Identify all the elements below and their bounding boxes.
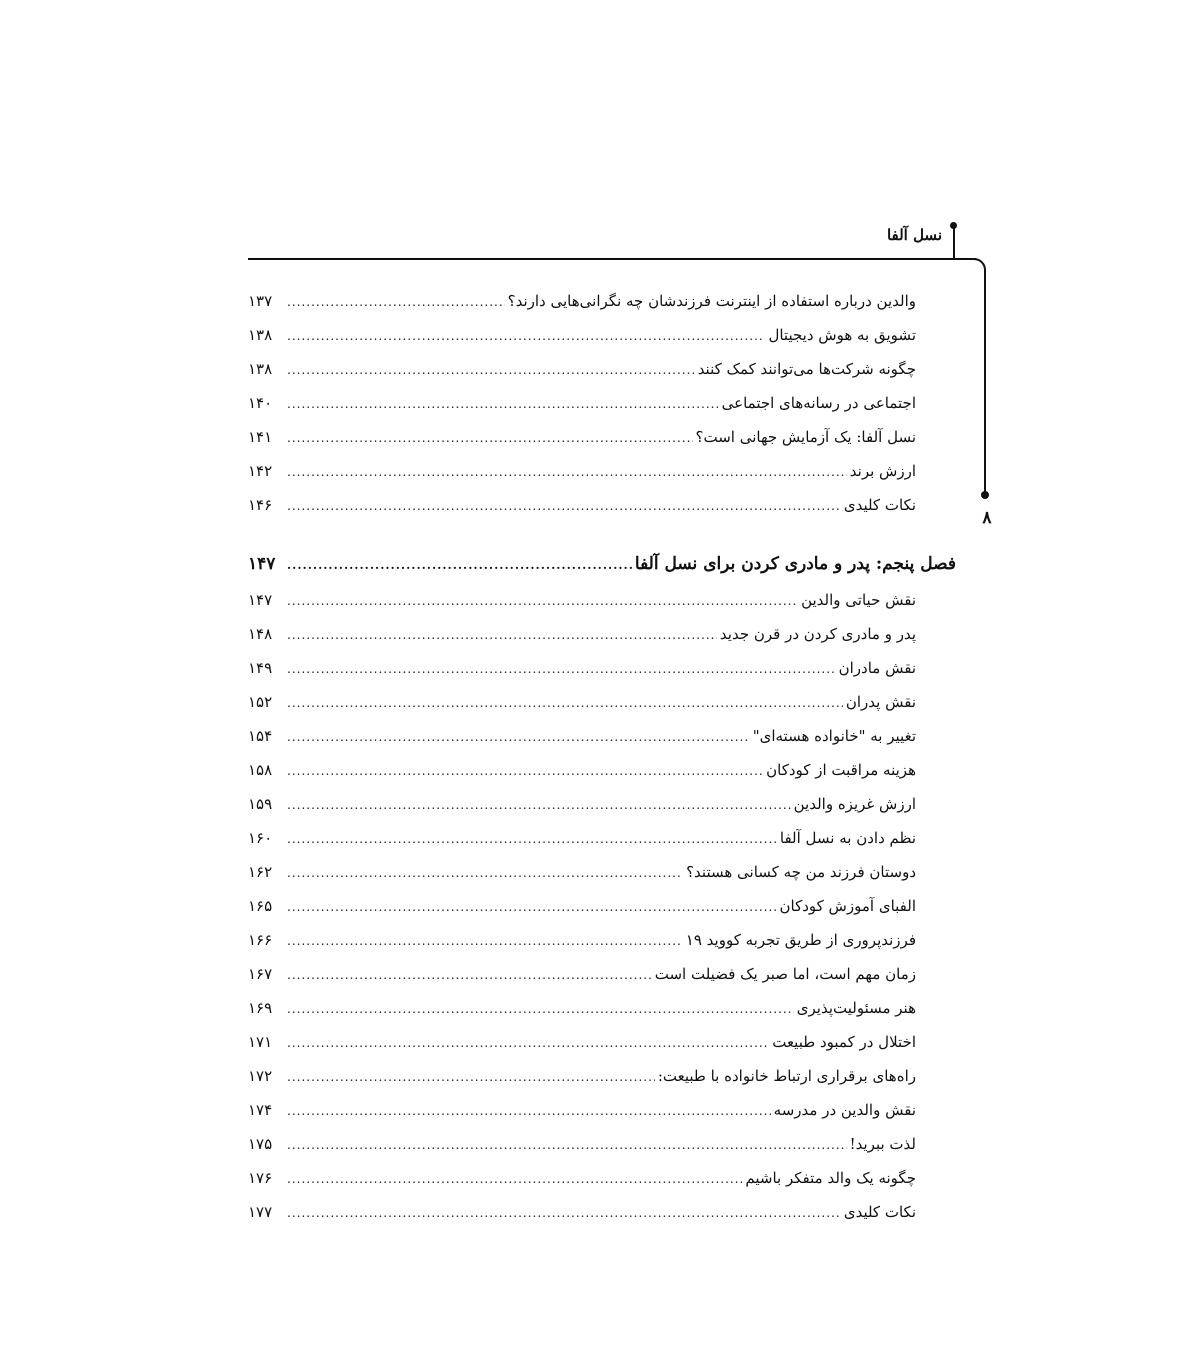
toc-entry-page: ۱۶۶: [248, 931, 273, 949]
toc-entry: [248, 825, 916, 851]
margin-dot-ornament: [981, 491, 989, 499]
toc-entry-title: ارزش برند: [849, 462, 916, 480]
toc-entry: [248, 961, 916, 987]
toc-entry-title: نکات کلیدی: [843, 1203, 916, 1221]
toc-entry-page: ۱۶۰: [248, 829, 273, 847]
toc-entry-page: ۱۶۹: [248, 999, 273, 1017]
toc-entry: [248, 1097, 916, 1123]
toc-entry: [248, 893, 916, 919]
dot-leader: [287, 588, 798, 614]
toc-entry-title: الفبای آموزش کودکان: [779, 897, 916, 915]
toc-entry-page: ۱۶۷: [248, 965, 273, 983]
toc-entry-title: اختلال در کمبود طبیعت: [772, 1033, 916, 1051]
toc-entry-title: پدر و مادری کردن در قرن جدید: [719, 625, 916, 643]
toc-entry: [248, 458, 916, 484]
toc-entry: [248, 689, 916, 715]
toc-entry-title: ارزش غریزه والدین: [793, 795, 916, 813]
toc-entry-title: نظم دادن به نسل آلفا: [779, 829, 916, 847]
dot-leader: [287, 758, 763, 784]
toc-entry-title: اجتماعی در رسانه‌های اجتماعی: [721, 394, 916, 412]
toc-entry: [248, 859, 916, 885]
toc-entry-page: ۱۷۴: [248, 1101, 273, 1119]
dot-leader: [287, 493, 841, 519]
toc-entry: [248, 1029, 916, 1055]
toc-entry-page: ۱۴۶: [248, 496, 273, 514]
dot-leader: [287, 996, 794, 1022]
toc-entry: [248, 927, 916, 953]
dot-leader: [287, 656, 836, 682]
book-title: نسل آلفا: [886, 226, 942, 244]
toc-entry: [248, 1063, 916, 1089]
toc-entry: [248, 390, 916, 416]
toc-entry-page: ۱۷۶: [248, 1169, 273, 1187]
toc-entry-title: دوستان فرزند من چه کسانی هستند؟: [686, 863, 916, 881]
dot-leader: [287, 928, 683, 954]
toc-entry: [248, 791, 916, 817]
toc-entry-page: ۱۳۷: [248, 292, 273, 310]
toc-entry-title: راه‌های برقراری ارتباط خانواده با طبیعت:: [657, 1067, 916, 1085]
margin-vertical-rule: [984, 276, 986, 494]
toc-entry-page: ۱۵۸: [248, 761, 273, 779]
toc-entry-page: ۱۷۱: [248, 1033, 273, 1051]
header-rule-corner: [966, 258, 986, 278]
toc-entry-page: ۱۷۲: [248, 1067, 273, 1085]
toc-entry: [248, 995, 916, 1021]
dot-leader: [287, 690, 843, 716]
dot-leader: [287, 1098, 771, 1124]
toc-entry-page: ۱۴۰: [248, 394, 273, 412]
toc-entry-page: ۱۷۷: [248, 1203, 273, 1221]
toc-entry-title: نقش مادران: [838, 659, 916, 677]
dot-leader: [287, 860, 683, 886]
header-vertical-rule: [953, 226, 955, 258]
dot-leader: [287, 962, 652, 988]
toc-entry: [248, 587, 916, 613]
toc-entry-title: نقش حیاتی والدین: [801, 591, 916, 609]
toc-entry: [248, 655, 916, 681]
toc-entry-title: نقش والدین در مدرسه: [773, 1101, 916, 1119]
dot-leader: [287, 552, 632, 578]
dot-leader: [287, 323, 765, 349]
toc-entry: [248, 1199, 916, 1225]
toc-entry: [248, 322, 916, 348]
toc-entry-title: لذت ببرید!: [849, 1135, 916, 1153]
dot-leader: [287, 459, 847, 485]
toc-entry: [248, 1165, 916, 1191]
toc-entry: [248, 356, 916, 382]
chapter-page: ۱۴۷: [248, 554, 276, 574]
toc-entry-page: ۱۵۲: [248, 693, 273, 711]
toc-entry: [248, 424, 916, 450]
toc-entry-title: چگونه شرکت‌ها می‌توانند کمک کنند: [697, 360, 916, 378]
dot-leader: [287, 425, 693, 451]
toc-entry-page: ۱۷۵: [248, 1135, 273, 1153]
header-horizontal-rule: [248, 258, 976, 260]
dot-leader: [287, 357, 695, 383]
toc-entry-page: ۱۴۹: [248, 659, 273, 677]
page-number: ۸: [982, 508, 992, 528]
toc-entry-title: نکات کلیدی: [843, 496, 916, 514]
toc-entry-title: والدین درباره استفاده از اینترنت فرزندشان چه نگرانی‌هایی دارند؟: [507, 292, 916, 310]
dot-leader: [287, 391, 719, 417]
dot-leader: [287, 894, 776, 920]
chapter-title: فصل پنجم: پدر و مادری کردن برای نسل آلفا: [634, 554, 956, 574]
dot-leader: [287, 1166, 742, 1192]
toc-entry-page: ۱۴۲: [248, 462, 273, 480]
dot-leader: [287, 826, 777, 852]
dot-leader: [287, 792, 791, 818]
toc-entry-title: تشویق به هوش دیجیتال: [768, 326, 916, 344]
toc-entry-title: هزینه مراقبت از کودکان: [766, 761, 916, 779]
toc-entry-page: ۱۶۲: [248, 863, 273, 881]
toc-entry-title: تغییر به "خانواده هسته‌ای": [752, 727, 916, 745]
chapter-heading: [248, 551, 956, 577]
toc-entry-title: نقش پدران: [845, 693, 916, 711]
dot-leader: [287, 622, 717, 648]
toc-entry-page: ۱۴۷: [248, 591, 273, 609]
toc-entry-page: ۱۵۹: [248, 795, 273, 813]
toc-entry: [248, 492, 916, 518]
toc-entry: [248, 757, 916, 783]
toc-entry-title: نسل آلفا: یک آزمایش جهانی است؟: [695, 428, 916, 446]
toc-entry-title: هنر مسئولیت‌پذیری: [796, 999, 916, 1017]
toc-entry-title: چگونه یک والد متفکر باشیم: [745, 1169, 916, 1187]
toc-entry-page: ۱۴۸: [248, 625, 273, 643]
dot-leader: [287, 724, 750, 750]
toc-entry-page: ۱۵۴: [248, 727, 273, 745]
toc-entry-page: ۱۳۸: [248, 360, 273, 378]
toc-entry-title: فرزندپروری از طریق تجربه کووید ۱۹: [685, 931, 916, 949]
toc-entry: [248, 1131, 916, 1157]
toc-entry: [248, 621, 916, 647]
toc-entry-title: زمان مهم است، اما صبر یک فضیلت است: [654, 965, 916, 983]
toc-entry-page: ۱۶۵: [248, 897, 273, 915]
dot-leader: [287, 1132, 847, 1158]
toc-entry-page: ۱۳۸: [248, 326, 273, 344]
dot-leader: [287, 1030, 769, 1056]
toc-entry: [248, 288, 916, 314]
dot-leader: [287, 1064, 655, 1090]
dot-leader: [287, 289, 505, 315]
dot-leader: [287, 1200, 841, 1226]
toc-entry: [248, 723, 916, 749]
toc-entry-page: ۱۴۱: [248, 428, 273, 446]
